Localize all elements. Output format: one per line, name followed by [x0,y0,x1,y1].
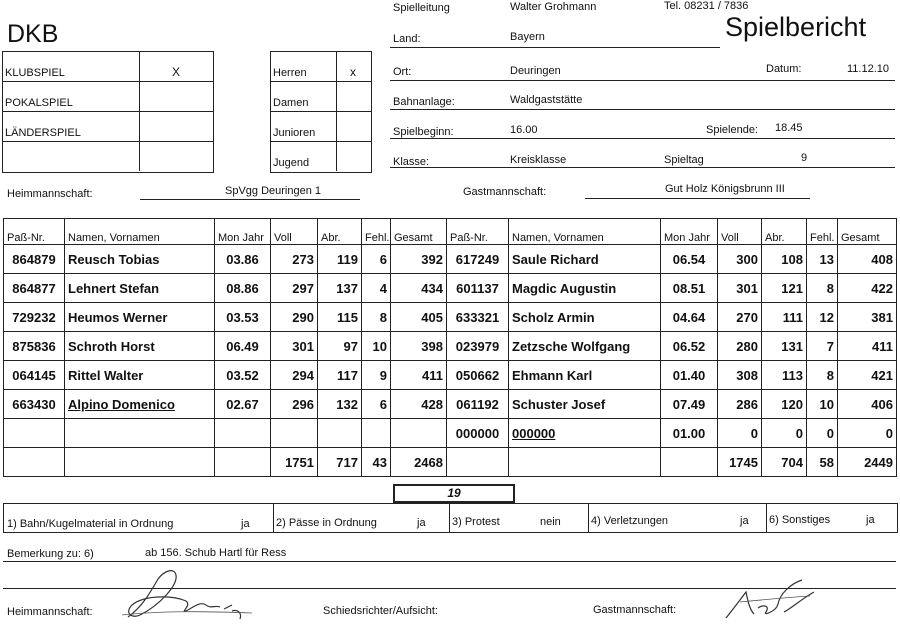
table-row: 000000 000000 01.00 0 0 0 0 [4,419,897,448]
guest-signature [720,578,820,622]
home-team-label: Heimmannschaft: [7,188,93,200]
datum-label: Datum: [766,63,802,75]
guest-total-abr: 704 [762,448,807,477]
signature-referee-label: Schiedsrichter/Aufsicht: [323,605,438,617]
col-guest-fehl: Fehl. [807,219,838,245]
org-name: DKB [7,20,59,48]
col-home-fehl: Fehl. [362,219,391,245]
remark-value: ab 156. Schub Hartl für Ress [145,547,287,559]
telephone: Tel. 08231 / 7836 [664,0,749,12]
totals-row [4,448,897,477]
land-value: Bayern [510,31,545,43]
page-title: Spielbericht [725,12,867,42]
game-type-laenderspiel: LÄNDERSPIEL [5,127,81,139]
spielleitung-value: Walter Grohmann [510,1,597,13]
check-paesse-value: ja [417,517,426,529]
datum-value: 11.12.10 [847,63,890,75]
land-label: Land: [393,33,421,45]
ort-value: Deuringen [510,65,561,77]
spielende-value: 18.45 [775,122,803,134]
guest-total-gesamt: 2449 [838,448,897,477]
check-protest-value: nein [540,516,561,528]
spielleitung-label: Spielleitung [393,2,450,14]
col-home-voll: Voll [271,219,318,245]
bahnanlage-value: Waldgaststätte [510,94,583,106]
score-difference: 19 [393,484,515,503]
category-herren-mark: x [350,65,356,79]
spieltag-value: 9 [801,152,808,164]
table-row: 064145 Rittel Walter 03.52 294 117 9 411 050662 Ehmann Karl 01.40 308 113 8 421 [4,361,897,390]
home-team-value: SpVgg Deuringen 1 [225,185,322,197]
check-sonstiges-value: ja [866,514,875,526]
check-verletzungen-value: ja [740,515,749,527]
category-herren: Herren [273,67,307,79]
table-header [4,219,897,245]
home-signature [120,565,255,623]
guest-team-value: Gut Holz Königsbrunn III [665,183,785,195]
signature-home-label: Heimmannschaft: [7,606,93,618]
home-total-abr: 717 [318,448,362,477]
klasse-value: Kreisklasse [510,154,567,166]
col-guest-abr: Abr. [762,219,807,245]
check-sonstiges-label: 6) Sonstiges [769,514,831,526]
check-bahn-value: ja [241,518,250,530]
guest-team-label: Gastmannschaft: [463,186,547,198]
check-bahn-label: 1) Bahn/Kugelmaterial in Ordnung [7,518,174,530]
home-total-fehl: 43 [362,448,391,477]
home-total-voll: 1751 [271,448,318,477]
col-guest-pass: Paß-Nr. [447,219,509,245]
spielbeginn-value: 16.00 [510,124,538,136]
spielende-label: Spielende: [706,124,758,136]
col-guest-gesamt: Gesamt [838,219,897,245]
col-home-abr: Abr. [318,219,362,245]
table-row: 663430 Alpino Domenico 02.67 296 132 6 428 061192 Schuster Josef 07.49 286 120 10 406 [4,390,897,419]
col-home-pass: Paß-Nr. [4,219,65,245]
score-table [3,218,897,477]
home-total-gesamt: 2468 [391,448,447,477]
table-row: 864879 Reusch Tobias 03.86 273 119 6 392 617249 Saule Richard 06.54 300 108 13 408 [4,245,897,274]
col-guest-voll: Voll [718,219,762,245]
game-type-pokalspiel: POKALSPIEL [5,97,73,109]
bahnanlage-label: Bahnanlage: [393,96,455,108]
guest-total-fehl: 58 [807,448,838,477]
col-home-gesamt: Gesamt [391,219,447,245]
col-guest-date: Mon Jahr [661,219,718,245]
table-row: 875836 Schroth Horst 06.49 301 97 10 398 023979 Zetzsche Wolfgang 06.52 280 131 7 411 [4,332,897,361]
col-home-date: Mon Jahr [215,219,271,245]
guest-total-voll: 1745 [718,448,762,477]
signature-guest-label: Gastmannschaft: [593,604,677,616]
table-row: 729232 Heumos Werner 03.53 290 115 8 405 633321 Scholz Armin 04.64 270 111 12 381 [4,303,897,332]
category-junioren: Junioren [273,127,316,139]
category-damen: Damen [273,97,309,109]
col-guest-name: Namen, Vornamen [509,219,661,245]
check-protest-label: 3) Protest [452,516,500,528]
spieltag-label: Spieltag [664,154,704,166]
klasse-label: Klasse: [393,156,430,168]
ort-label: Ort: [393,66,412,78]
category-jugend: Jugend [273,157,310,169]
spielbeginn-label: Spielbeginn: [393,126,454,138]
check-paesse-label: 2) Pässe in Ordnung [276,517,377,529]
game-type-klubspiel: KLUBSPIEL [5,67,65,79]
table-row: 864877 Lehnert Stefan 08.86 297 137 4 434 601137 Magdic Augustin 08.51 301 121 8 422 [4,274,897,303]
check-verletzungen-label: 4) Verletzungen [591,515,669,527]
game-type-klubspiel-mark: X [172,65,181,79]
col-home-name: Namen, Vornamen [65,219,215,245]
remark-label: Bemerkung zu: 6) [7,548,94,560]
